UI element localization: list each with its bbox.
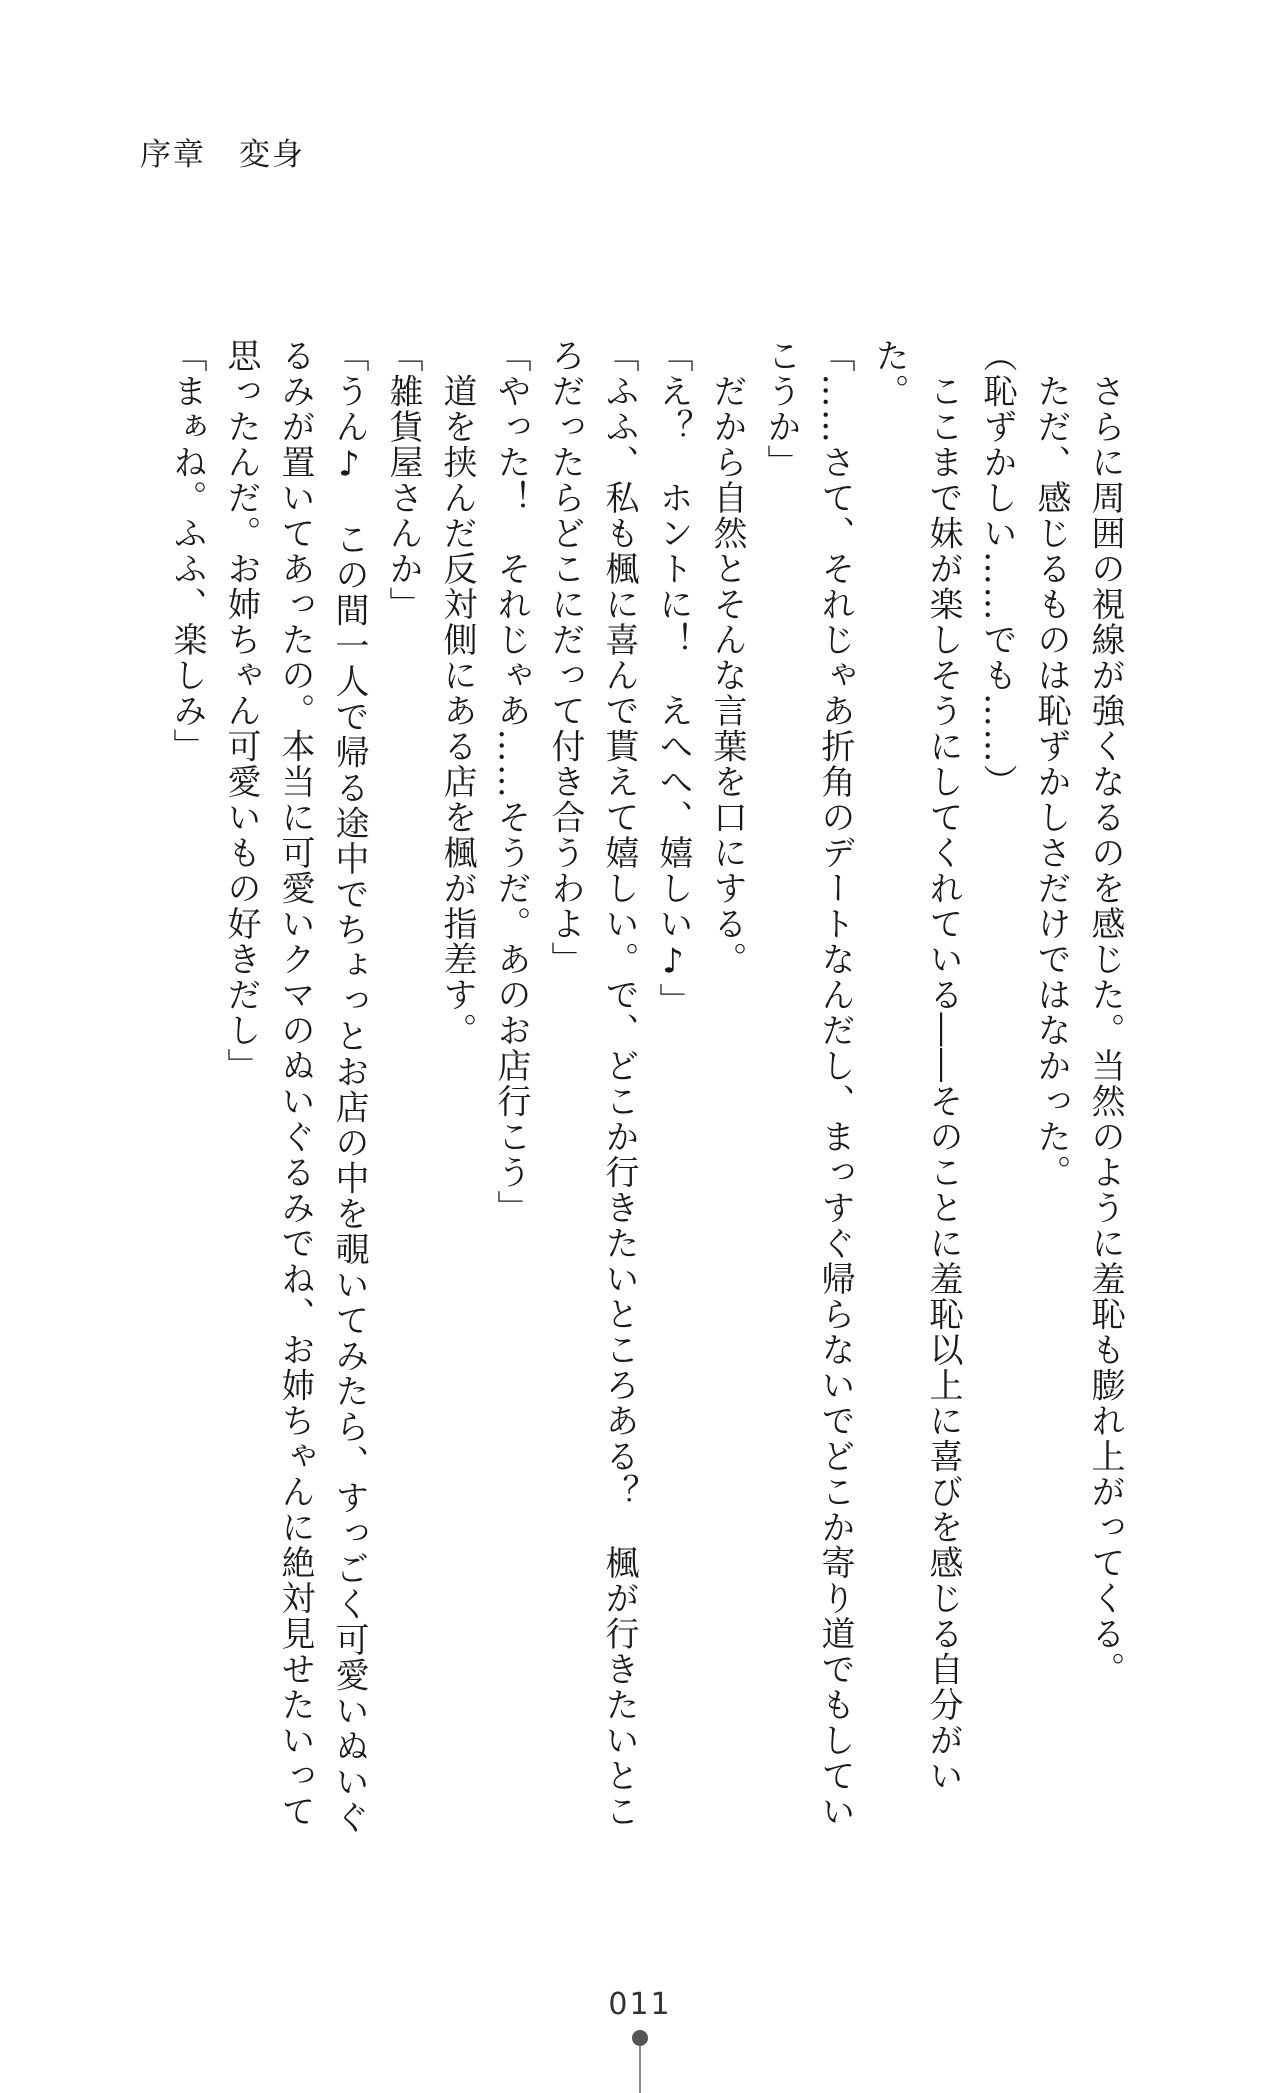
paragraph: 道を挟んだ反対側にある店を楓が指差す。	[437, 338, 477, 1048]
paragraph: さらに周囲の視線が強くなるのを感じた。当然のように羞恥も膨れ上がってくる。	[1085, 338, 1125, 1687]
page-marker-line	[639, 2046, 641, 2093]
paragraph: 「雑貨屋さんか」	[383, 338, 423, 622]
paragraph: 「やった！ それじゃあ……そうだ。あのお店行こう」	[491, 338, 531, 1226]
paragraph: 「ふふ、私も楓に喜んで貰えて嬉しい。で、どこか行きたいところある？ 楓が行きたいところだったらどこにだって付き合うわよ」	[545, 338, 639, 1829]
paragraph: 「……さて、それじゃあ折角のデートなんだし、まっすぐ帰らないでどこか寄り道でもしていこうか」	[761, 338, 855, 1829]
paragraph: だから自然とそんな言葉を口にする。	[707, 338, 747, 977]
paragraph: 「まぁね。ふふ、楽しみ」	[167, 338, 207, 764]
paragraph: 「え？ ホントに！ えへへ、嬉しい♪」	[653, 338, 693, 1019]
paragraph: ただ、感じるものは恥ずかしさだけではなかった。	[1031, 338, 1071, 1190]
page-number: 011	[608, 1987, 672, 2022]
paragraph: （恥ずかしい……でも……）	[977, 338, 1017, 800]
page-marker-dot	[632, 2030, 648, 2046]
paragraph: ここまで妹が楽しそうにしてくれている――そのことに羞恥以上に喜びを感じる自分がいた。	[869, 338, 963, 1794]
paragraph: 「うん♪ この間一人で帰る途中でちょっとお店の中を覗いてみたら、すっごく可愛いぬいぐるみが置いてあったの。本当に可愛いクマのぬいぐるみでね、お姉ちゃんに絶対見せたいって思ったんだ。お姉ちゃん可愛いもの好きだし」	[221, 338, 369, 1835]
running-head: 序章 変身	[140, 137, 305, 173]
body-text	[132, 338, 1132, 1858]
